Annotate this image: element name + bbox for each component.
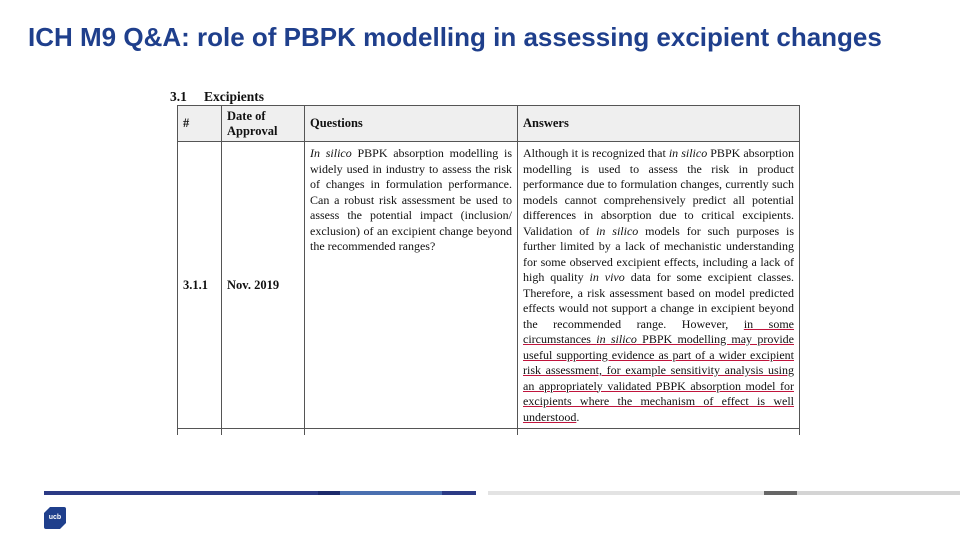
header-date: Date of Approval bbox=[222, 106, 305, 142]
row-num: 3.1.1 bbox=[178, 142, 222, 429]
answer-highlight-1: in some circumstances bbox=[523, 316, 795, 346]
section-title: Excipients bbox=[204, 89, 265, 104]
answer-text-3: models for such purposes is further limited by a lack of mechanistic understanding for some observed excipient effects, including a lack of high quality bbox=[523, 223, 794, 284]
footer-bar-light-gray bbox=[488, 491, 764, 495]
answer-italic-2: in silico bbox=[596, 223, 639, 238]
answer-italic-3: in vivo bbox=[589, 270, 625, 284]
footer-bar-light-gray-2 bbox=[797, 491, 960, 495]
footer-bar-dark-gray bbox=[764, 491, 797, 495]
answer-text-1: Although it is recognized that bbox=[523, 146, 669, 160]
header-questions: Questions bbox=[305, 106, 518, 142]
question-text: PBPK absorption modelling is widely used in industry to assess the risk of changes in formulation performance. Can a robust risk assessment be used to assess the potential impact (inclusion/ exclusion) of an excipient change beyond the recommended ranges? bbox=[310, 146, 513, 253]
footer-bar-dark-blue-2 bbox=[442, 491, 476, 495]
section-number: 3.1 bbox=[170, 89, 187, 104]
section-heading bbox=[170, 89, 800, 105]
row-answer bbox=[518, 142, 800, 429]
question-italic: In silico bbox=[310, 146, 352, 160]
qa-table bbox=[177, 105, 800, 435]
table-row bbox=[178, 142, 800, 429]
answer-end: . bbox=[576, 409, 580, 424]
header-num: # bbox=[178, 106, 222, 142]
table-continuation-row bbox=[178, 429, 800, 436]
answer-text-4: data for some excipient classes. Therefore, a risk assessment based on model predicted effects would not support a change in excipient beyond the recommended range. However, bbox=[523, 270, 794, 331]
footer-bar-dark-blue bbox=[44, 491, 318, 495]
row-date: Nov. 2019 bbox=[222, 142, 305, 429]
document-excerpt bbox=[170, 89, 800, 435]
table-header-row bbox=[178, 106, 800, 142]
answer-highlight-italic: in silico bbox=[596, 332, 637, 346]
ucb-logo: ucb bbox=[44, 507, 66, 529]
answer-highlight bbox=[523, 317, 794, 424]
footer-bar-mid-blue bbox=[340, 491, 442, 495]
header-answers: Answers bbox=[518, 106, 800, 142]
answer-italic-1: in silico bbox=[668, 146, 708, 160]
answer-text-2: PBPK absorption modelling is used to assess the risk in product performance due to formulation changes, currently such models cannot comprehensively predict all potential differences in absorption due to critical excipients. Validation of bbox=[523, 146, 794, 238]
slide-title: ICH M9 Q&A: role of PBPK modelling in assessing excipient changes bbox=[28, 22, 882, 52]
footer-bar-navy bbox=[318, 491, 340, 495]
answer-highlight-2: PBPK modelling may provide useful supporting evidence as part of a wider excipient risk assessment, for example sensitivity analysis using an appropriately validated PBPK absorption model for excipients where the mechanism of effect is well understood bbox=[523, 332, 794, 424]
row-question bbox=[305, 142, 518, 429]
